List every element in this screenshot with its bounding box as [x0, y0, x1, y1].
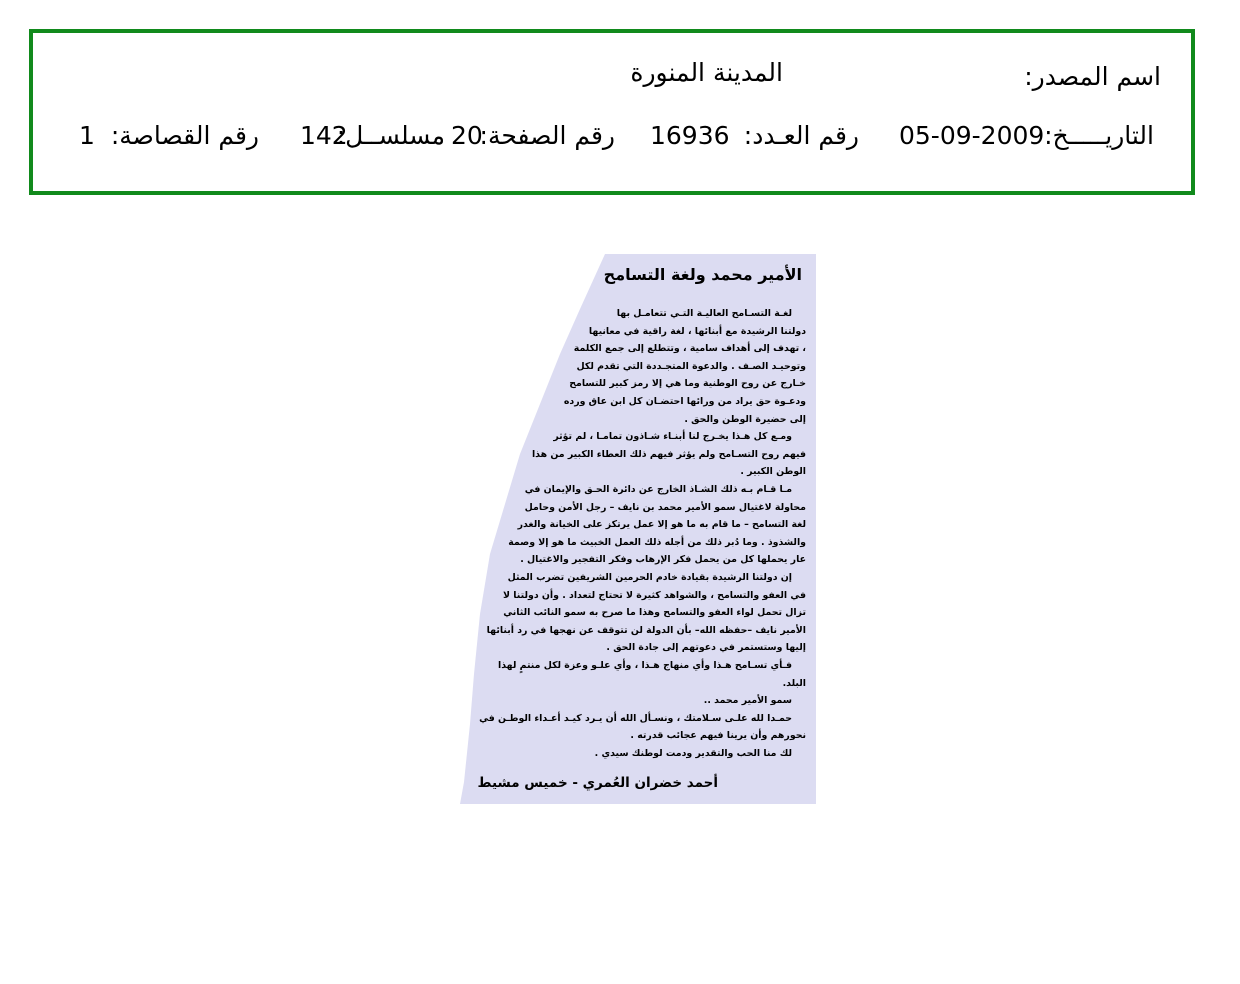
article-line: الوطن الكبير .	[740, 466, 806, 478]
article-line: عار يحملها كل من يحمل فكر الإرهاب وفكر التفجير والاغتيال .	[520, 554, 806, 566]
article-line: البلد.	[782, 677, 806, 689]
article-line: مـا قـام بـه ذلك الشـاذ الخارج عن دائرة الحـق والإيمان في	[524, 484, 792, 495]
clipping-text	[460, 254, 816, 804]
article-line: ودعـوة حق يراد من ورائها احتضـان كل ابن عاق ورده	[563, 396, 806, 407]
article-line: لغة التسامح – ما قام به ما هو إلا عمل يرتكز على الخيانة والغدر	[517, 519, 806, 531]
article-line: دولتنا الرشيدة مع أبنائها ، لغة راقية في معانيها	[588, 325, 806, 337]
article-line: تزال تحمل لواء العفو والتسامح وهذا ما صرح به سمو النائب الثاني	[503, 607, 806, 619]
clip-label: رقم القصاصة:	[110, 121, 259, 150]
date-label: التاريـــــخ:	[1044, 121, 1154, 150]
article-line: فـأي تسـامح هـذا وأي منهاج هـذا ، وأي علـو وعزة لكل منتمٍ لهذا	[498, 660, 792, 671]
article-line: الأمير نايف –حفظه الله– بأن الدولة لن تتوقف عن نهجها في رد أبنائها	[486, 624, 806, 636]
article-line: لغـة التسـامح العاليـة التـي تتعامـل بها	[616, 308, 792, 319]
article-line: حمـدا لله علـى سـلامتك ، ونسـأل الله أن يـرد كيـد أعـداء الوطـن في	[479, 712, 792, 724]
header-box	[29, 29, 1195, 195]
source-value: المدينة المنورة	[630, 58, 783, 87]
article-line: إلى حضيرة الوطن والحق .	[684, 413, 806, 425]
serial-value: 142	[300, 121, 348, 150]
article-signature: أحمد خضران العُمري - خميس مشيط	[477, 775, 718, 791]
article-line: نحورهم وأن يرينا فيهم عجائب قدرته .	[630, 730, 806, 742]
newspaper-clipping	[460, 254, 816, 804]
article-line: إليها وستستمر في دعوتهم إلى جادة الحق .	[606, 642, 806, 654]
clip-value: 1	[79, 121, 95, 150]
article-line: إن دولتنا الرشيدة بقيادة خادم الحرمين الشريفين تضرب المثل	[507, 572, 792, 583]
issue-value: 16936	[650, 121, 730, 150]
article-line: والشذوذ . وما دُبر ذلك من أجله ذلك العمل الخبيث ما هو إلا وصمة	[508, 536, 806, 548]
article-line: محاولة لاغتيال سمو الأمير محمد بن نايف – رجل الأمن وحامل	[524, 501, 806, 513]
article-line: في العفو والتسامح ، والشواهد كثيرة لا تحتاج لتعداد . وأن دولتنا لا	[503, 589, 806, 601]
article-line: ، تهدف إلى أهداف سامية ، وتتطلع إلى جمع الكلمة	[573, 343, 806, 355]
date-value: 05-09-2009	[899, 121, 1045, 150]
article-line: سمو الأمير محمد ..	[703, 695, 792, 707]
issue-label: رقم العـدد:	[743, 121, 859, 150]
article-line: خـارج عن روح الوطنية وما هي إلا رمز كبير للتسامح	[569, 378, 806, 390]
article-line: ومـع كل هـذا يخـرج لنا أبنـاء شـاذون تمامـا ، لم تؤثر	[553, 431, 792, 443]
source-label: اسم المصدر:	[1024, 62, 1161, 91]
article-line: وتوحيـد الصـف . والدعوة المتجـددة التي تقدم لكل	[576, 360, 806, 372]
article-line: فيهم روح التسـامح ولم يؤثر فيهم ذلك العطاء الكبير من هذا	[531, 448, 806, 460]
article-title: الأمير محمد ولغة التسامح	[603, 265, 802, 284]
page-value: 20	[451, 121, 483, 150]
article-line: لك منا الحب والتقدير ودمت لوطنك سيدي .	[594, 748, 792, 759]
serial-label: مسلســل:	[336, 121, 445, 150]
page-label: رقم الصفحة:	[479, 121, 615, 150]
